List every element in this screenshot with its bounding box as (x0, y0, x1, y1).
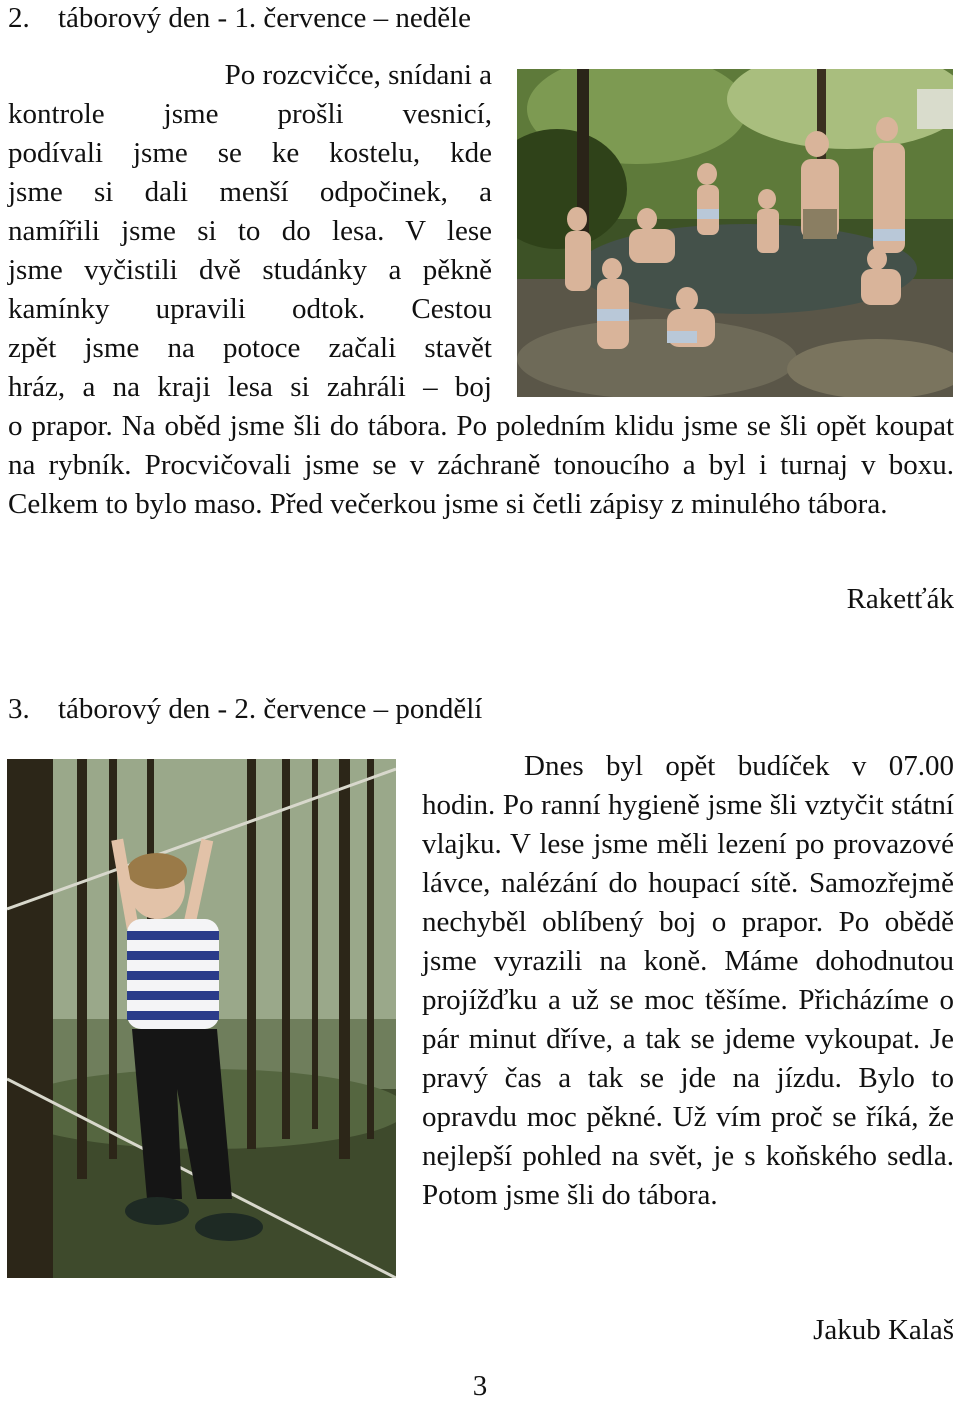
paragraph-day2-wrapped-line: jsme si dali menší odpočinek, a (8, 176, 492, 208)
paragraph-day3 (422, 747, 954, 1215)
paragraph-day2-wrapped-line: hráz, a na kraji lesa si zahráli – boj (8, 371, 492, 403)
section-heading-day2 (8, 0, 471, 36)
photo-rope-bridge-boy (7, 759, 396, 1278)
section-heading-day3 (8, 691, 482, 727)
paragraph-day3-text: Dnes byl opět budíček v 07.00 hodin. Po ranní hygieně jsme šli vztyčit státní vlajku. V lese jsme měli lezení po provazové lávce, nalézání do houpací sítě. Samozřejmě nechyběl oblíbený boj o prapor. Po obědě jsme vyrazili na koně. Máme dohodnutou projížďku a už se moc těšíme. Přicházíme o pár minut dříve, a tak se jdeme vykoupat. Je pravý čas a tak se jde na jízdu. Bylo to opravdu moc pěkné. Už vím proč se říká, že nejlepší pohled na svět, je s koňského sedla. Potom jsme šli do tábora. (422, 750, 954, 1211)
paragraph-day2-wrapped-line: zpět jsme na potoce začali stavět (8, 332, 492, 364)
paragraph-day2-wrapped-line: kamínky upravili odtok. Cestou (8, 293, 492, 325)
section-title: táborový den - 2. července – pondělí (58, 693, 483, 725)
section-number: 3. (8, 693, 30, 725)
paragraph-day2-wrapped-line: jsme vyčistili dvě studánky a pěkně (8, 254, 492, 286)
author-signature: Jakub Kalaš (813, 1314, 954, 1346)
section-number: 2. (8, 2, 30, 34)
author-signature: Raketťák (846, 583, 954, 615)
page-number: 3 (472, 1370, 488, 1402)
paragraph-day2-continuation: o prapor. Na oběd jsme šli do tábora. Po poledním klidu jsme se šli opět koupat na rybník. Procvičovali jsme se v záchraně tonoucího a byl i turnaj v boxu. Celkem to bylo maso. Před večerkou jsme si četli zápisy z minulého tábora. (8, 410, 954, 520)
paragraph-day2-wrapped-line: podívali jsme se ke kostelu, kde (8, 137, 492, 169)
paragraph-day2-wrapped-line: namířili jsme si to do lesa. V lese (8, 215, 492, 247)
section-title: táborový den - 1. července – neděle (58, 2, 472, 34)
paragraph-day2-wrapped-line: Po rozcvičce, snídani a (224, 59, 492, 91)
paragraph-day2-wrapped-line: kontrole jsme prošli vesnicí, (8, 98, 492, 130)
photo-stream-boys (517, 69, 953, 397)
